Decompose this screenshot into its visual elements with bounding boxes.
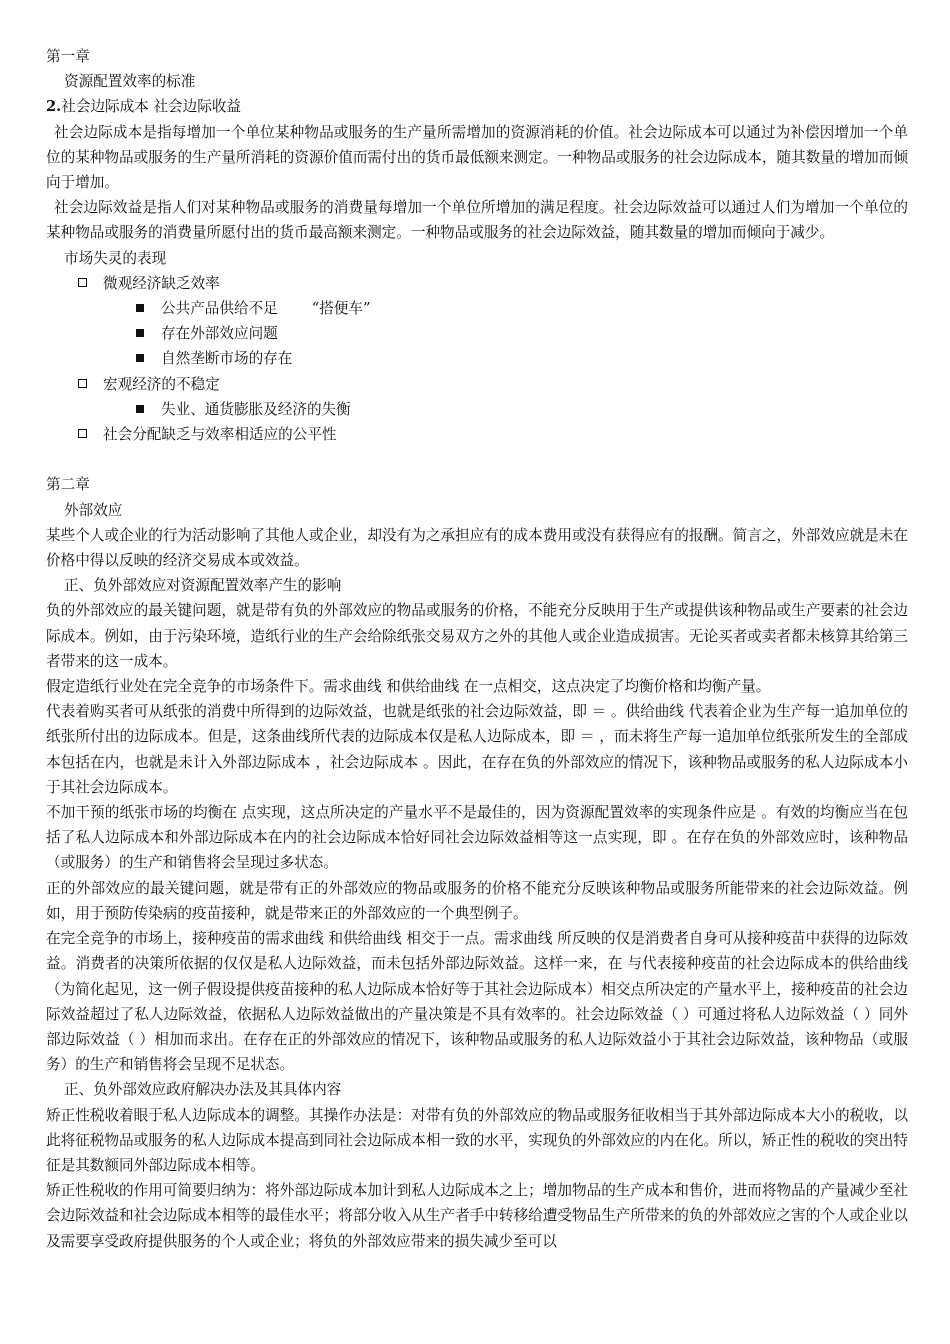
chapter-1-title: 第一章 (46, 48, 90, 65)
list-item-micro-inefficiency: 微观经济缺乏效率 (46, 271, 908, 296)
paragraph-social-marginal-benefit: 社会边际效益是指人们对某种物品或服务的消费量每增加一个单位所增加的满足程度。社会边际效益可以通过人们为增加一个单位的某种物品或服务的消费量所愿付出的货币最高额来测定。一种物品或服务的社会边际效益，随其数量的增加而倾向于减少。 (46, 199, 908, 242)
paragraph-demand-supply-curves: 代表着购买者可从纸张的消费中所得到的边际效益，也就是纸张的社会边际效益，即 ＝ 。供给曲线 代表着企业为生产每一追加单位的纸张所付出的边际成本。但是，这条曲线所代表的边际成本仅是私人边际成本，即 ＝ ，而未将生产每一追加单位纸张所发生的全部成本包括在内，也就是未计入外部边际成本 ，社会边际成本 。因此，在存在负的外部效应的情况下，该种物品或服务的私人边际成本小于其社会边际成本。 (46, 703, 908, 796)
paragraph-social-marginal-cost: 社会边际成本是指每增加一个单位某种物品或服务的生产量所需增加的资源消耗的价值。社会边际成本可以通过为补偿因增加一个单位的某种物品或服务的生产量所消耗的资源价值而需付出的货币最低额来测定。一种物品或服务的社会边际成本，随其数量的增加而倾向于增加。 (46, 123, 908, 192)
document-page (46, 44, 908, 1254)
filled-square-bullet-icon (136, 304, 144, 312)
list-item-macro-instability: 宏观经济的不稳定 (46, 372, 908, 397)
spacer (46, 447, 908, 472)
list-item-public-goods: 公共产品供给不足 “搭便车” (46, 296, 908, 321)
section-externality: 外部效应 (64, 501, 123, 519)
list-item-unemployment-inflation: 失业、通货膨胀及经济的失衡 (46, 397, 908, 422)
hollow-square-bullet-icon (78, 379, 87, 388)
paragraph-equilibrium: 不加干预的纸张市场的均衡在 点实现，这点所决定的产量水平不是最佳的，因为资源配置效率的实现条件应是 。有效的均衡应当在包括了私人边际成本和外部边际成本在内的社会边际成本恰好同社会边际效益相等这一点实现，即 。在存在负的外部效应时，该种物品（或服务）的生产和销售将会呈现过多状态。 (46, 804, 908, 872)
paragraph-positive-externality: 正的外部效应的最关键问题，就是带有正的外部效应的物品或服务的价格不能充分反映该种物品或服务所能带来的社会边际效益。例如，用于预防传染病的疫苗接种，就是带来正的外部效应的一个典型例子。 (46, 879, 908, 922)
heading-government-solutions: 正、负外部效应政府解决办法及其具体内容 (64, 1081, 342, 1099)
market-failure-heading: 市场失灵的表现 (64, 249, 167, 267)
subsection-heading (46, 94, 908, 119)
list-item-externality: 存在外部效应问题 (46, 321, 908, 346)
heading-externality-impact: 正、负外部效应对资源配置效率产生的影响 (64, 577, 342, 595)
filled-square-bullet-icon (136, 329, 144, 337)
paragraph-externality-definition: 某些个人或企业的行为活动影响了其他人或企业，却没有为之承担应有的成本费用或没有获得应有的报酬。简言之，外部效应就是未在价格中得以反映的经济交易成本或效益。 (46, 526, 908, 570)
section-resource-allocation: 资源配置效率的标准 (64, 73, 196, 91)
chapter-2-title: 第二章 (46, 476, 90, 494)
paragraph-vaccine-market: 在完全竞争的市场上，接种疫苗的需求曲线 和供给曲线 相交于一点。需求曲线 所反映的仅是消费者自身可从接种疫苗中获得的边际效益。消费者的决策所依据的仅仅是私人边际效益，而未包括外部边际效益。这样一来，在 与代表接种疫苗的社会边际成本的供给曲线 （为简化起见，这一例子假设提供疫苗接种的私人边际成本恰好等于其社会边际成本）相交点所决定的产量水平上，接种疫苗的社会边际效益超过了私人边际效益，依据私人边际效益做出的产量决策是不具有效率的。社会边际效益（ ）可通过将私人边际效益（ ）同外部边际效益（ ）相加而求出。在存在正的外部效应的情况下，该种物品或服务的私人边际效益小于其社会边际效益，该种物品（或服务）的生产和销售将会呈现不足状态。 (46, 930, 908, 1074)
hollow-square-bullet-icon (78, 278, 87, 287)
subsection-title: 社会边际成本 社会边际收益 (61, 98, 242, 116)
paragraph-corrective-tax-effects: 矫正性税收的作用可简要归纳为：将外部边际成本加计到私人边际成本之上；增加物品的生产成本和售价，进而将物品的产量减少至社会边际效益和社会边际成本相等的最佳水平；将部分收入从生产者手中转移给遭受物品生产所带来的负的外部效应之害的个人或企业以及需要享受政府提供服务的个人或企业；将负的外部效应带来的损失减少至可以 (46, 1182, 908, 1250)
filled-square-bullet-icon (136, 405, 144, 413)
hollow-square-bullet-icon (78, 429, 87, 438)
paragraph-corrective-tax: 矫正性税收着眼于私人边际成本的调整。其操作办法是：对带有负的外部效应的物品或服务征收相当于其外部边际成本大小的税收，以此将征税物品或服务的私人边际成本提高到同社会边际成本相一致的水平，实现负的外部效应的内在化。所以，矫正性的税收的突出特征是其数额同外部边际成本相等。 (46, 1106, 908, 1174)
paragraph-negative-externality: 负的外部效应的最关键问题，就是带有负的外部效应的物品或服务的价格，不能充分反映用于生产或提供该种物品或生产要素的社会边际成本。例如，由于污染环境，造纸行业的生产会给除纸张交易双方之外的其他人或企业造成损害。无论买者或卖者都未核算其给第三者带来的这一成本。 (46, 602, 908, 670)
list-item-fairness: 社会分配缺乏与效率相适应的公平性 (46, 422, 908, 447)
filled-square-bullet-icon (136, 354, 144, 362)
list-item-natural-monopoly: 自然垄断市场的存在 (46, 346, 908, 371)
subsection-number: 2. (46, 98, 62, 116)
paragraph-paper-market: 假定造纸行业处在完全竞争的市场条件下。需求曲线 和供给曲线 在一点相交，这点决定了均衡价格和均衡产量。 (46, 678, 771, 696)
free-rider-note: “搭便车” (311, 300, 371, 318)
